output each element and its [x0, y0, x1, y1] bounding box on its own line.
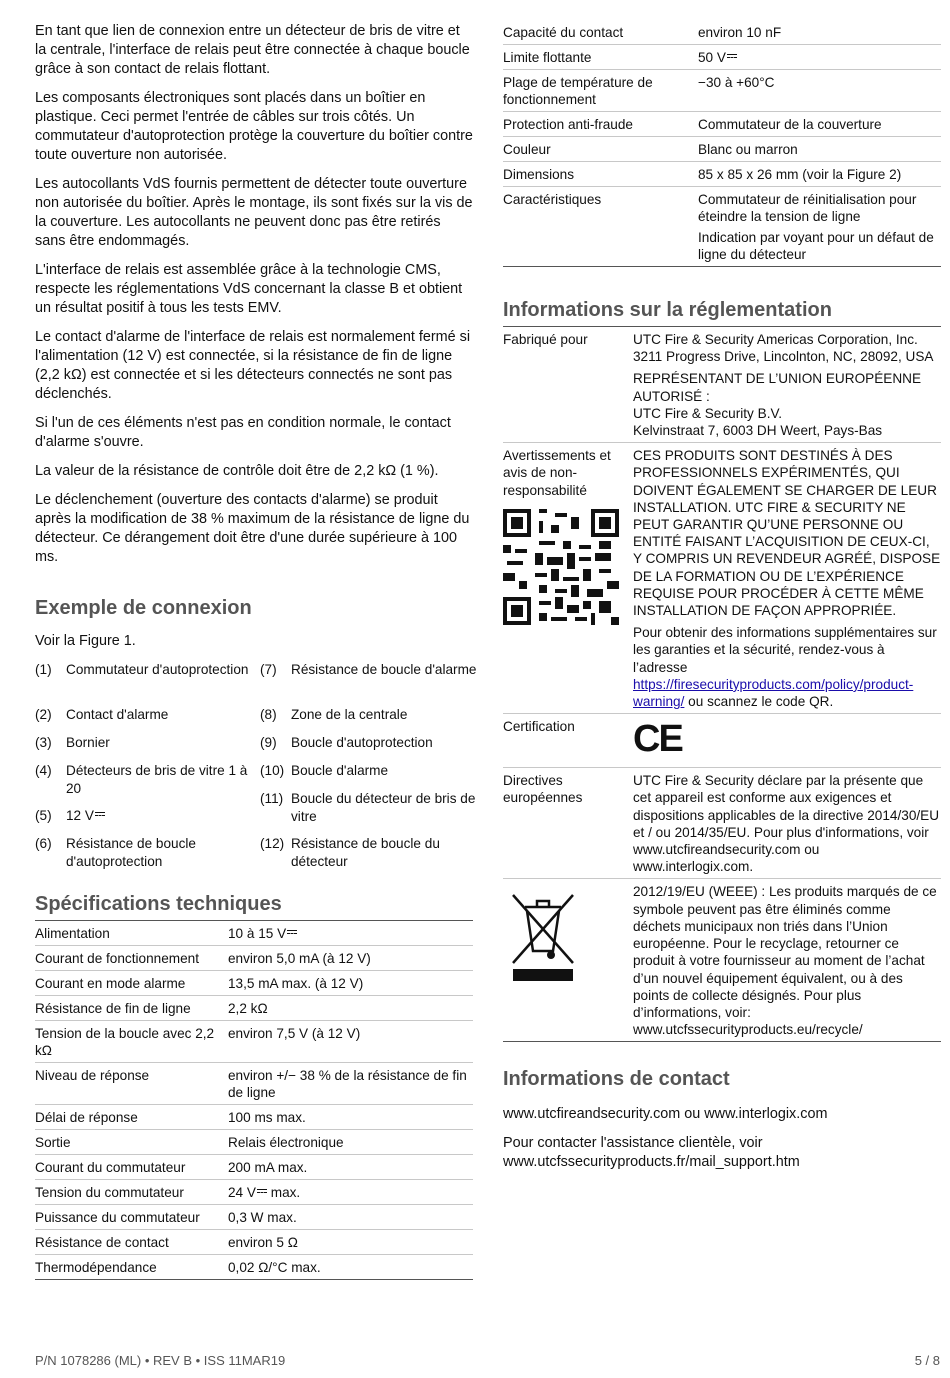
body-paragraph: Les autocollants VdS fournis permettent de détecter toute ouverture non autorisée du boîtier. Après le montage, ils sont fixés sur la vis de la couverture. Les autocollants ne peuvent donc pas être retirés sans être endommagés.	[35, 176, 473, 249]
table-row: Résistance de contact environ 5 Ω	[35, 1230, 473, 1255]
contact-websites: www.utcfireandsecurity.com ou www.interlogix.com	[503, 1106, 828, 1123]
table-row: Courant du commutateur 200 mA max.	[35, 1155, 473, 1180]
table-row: Tension de la boucle avec 2,2 kΩ environ 7,5 V (à 12 V)	[35, 1021, 473, 1063]
table-row: Résistance de fin de ligne 2,2 kΩ	[35, 996, 473, 1021]
body-paragraph: La valeur de la résistance de contrôle doit être de 2,2 kΩ (1 %).	[35, 463, 439, 479]
table-row: Sortie Relais électronique	[35, 1130, 473, 1155]
table-row: Délai de réponse 100 ms max.	[35, 1105, 473, 1130]
table-row: Couleur Blanc ou marron	[503, 137, 941, 162]
table-row: Puissance du commutateur 0,3 W max.	[35, 1205, 473, 1230]
contact-heading: Informations de contact	[503, 1068, 730, 1091]
left-column	[35, 0, 477, 1280]
regulatory-table	[503, 326, 941, 1042]
table-row: Courant en mode alarme 13,5 mA max. (à 12 V)	[35, 971, 473, 996]
body-paragraph: Les composants électroniques sont placés dans un boîtier en plastique. Ceci permet l'entrée de câbles sur trois côtés. Un commutateur d'autoprotection protège la couverture du boîtier contre toute ouverture non autorisée.	[35, 90, 473, 163]
figure-legend: (1) Commutateur d'autoprotection (2) Contact d'alarme (3) Bornier (4) Détecteurs de bris de vitre 1 à 20 (5) 12 V (6) Résistance de boucle d'autoprotection (7) Résistance de boucle d'alarme (8) Zone de la centrale (9) Boucle d'autoprotection (10) Boucle d'alarme (11) Boucle du détecteur de bris de vitre (12) Résistance de boucle du détecteur	[35, 662, 477, 869]
qr-code-icon	[503, 509, 619, 625]
footer-part-number: P/N 1078286 (ML) • REV B • ISS 11MAR19	[35, 1353, 286, 1368]
example-heading: Exemple de connexion	[35, 597, 252, 619]
table-row: Niveau de réponse environ +/− 38 % de la résistance de fin de ligne	[35, 1063, 473, 1105]
ce-mark: CE	[633, 718, 682, 761]
spec-heading: Spécifications techniques	[35, 893, 282, 915]
dc-voltage-symbol	[257, 1188, 267, 1196]
table-row: Limite flottante 50 V	[503, 45, 941, 70]
dc-voltage-symbol	[727, 53, 737, 61]
product-warning-link[interactable]: https://firesecurityproducts.com/policy/product-warning/	[633, 676, 914, 710]
right-column	[503, 0, 941, 1182]
table-row: Dimensions 85 x 85 x 26 mm (voir la Figure 2)	[503, 162, 941, 187]
spec-table-continued	[503, 20, 941, 267]
table-row: 2012/19/EU (WEEE) : Les produits marqués de ce symbole peuvent pas être éliminés comme déchets municipaux non triés dans l’Union européenne. Pour le recyclage, retourner ce produit à votre fournisseur au moment de l’achat d’un nouvel équipement équivalent, ou à des points de collecte désignés. Pour plus d’informations, voir: www.utcfssecurityproducts.eu/recycle/	[503, 879, 941, 1042]
table-row: Directives européennes UTC Fire & Security déclare par la présente que cet appareil est conforme aux exigences et dispositions applicables de la directive 2014/30/EU et / ou 2014/35/EU. Pour plus d'informations, voir www.utcfireandsecurity.com ou www.interlogix.com.	[503, 768, 941, 879]
weee-crossed-bin-icon	[503, 885, 583, 985]
table-row: Protection anti-fraude Commutateur de la couverture	[503, 112, 941, 137]
table-row: Alimentation 10 à 15 V	[35, 921, 473, 946]
table-row: Certification CE	[503, 714, 941, 768]
example-intro: Voir la Figure 1.	[35, 633, 136, 649]
table-row: Courant de fonctionnement environ 5,0 mA (à 12 V)	[35, 946, 473, 971]
spec-table	[35, 920, 473, 1280]
table-row: Fabriqué pour UTC Fire & Security Americas Corporation, Inc. 3211 Progress Drive, Lincolnton, NC, 28092, USA REPRÉSENTANT DE L’UNION EUROPÉENNE AUTORISÉ : UTC Fire & Security B.V. Kelvinstraat 7, 6003 DH Weert, Pays-Bas	[503, 327, 941, 443]
body-paragraph: L'interface de relais est assemblée grâce à la technologie CMS, respecte les réglementations VdS concernant la classe B et obtient un résultat positif à tous les tests EMV.	[35, 262, 463, 316]
body-paragraph: Le contact d'alarme de l'interface de relais est normalement fermé si l'alimentation (12 V) est connectée, si la résistance de fin de ligne (2,2 kΩ) est connectée et si les détecteurs connectés ne sont pas déclenchés.	[35, 329, 471, 402]
body-paragraph: Le déclenchement (ouverture des contacts d'alarme) se produit après la modification de 38 % maximum de la résistance de ligne du détecteur. Ce dérangement doit être d'une durée supérieure à 100 ms.	[35, 492, 470, 565]
table-row: Avertissements et avis de non-responsabilité CES PRODUITS SONT DESTINÉS À DES PROFESSIONNELS EXPÉRIMENTÉS, QUI DOIVENT ÉGALEMENT SE CHARGER DE LEUR INSTALLATION. UTC FIRE & SECURITY NE PEUT GARANTIR QU’UNE PERSONNE OU ENTITÉ FAISANT L’ACQUISITION DE CEUX-CI, Y COMPRIS UN REVENDEUR AGRÉÉ, DISPOSE DE LA FORMATION OU DE L’EXPÉRIENCE REQUISE POUR PROCÉDER À CETTE MÊME INSTALLATION DE FAÇON APPROPRIÉE. Pour obtenir des informations supplémentaires sur les garanties et la sécurité, rendez-vous à l’adresse https://firesecurityproducts.com/policy/product-warning/ ou scannez le code QR.	[503, 443, 941, 714]
table-row: Plage de température de fonctionnement −30 à +60°C	[503, 70, 941, 112]
table-row: Tension du commutateur 24 V max.	[35, 1180, 473, 1205]
body-paragraph: Si l'un de ces éléments n'est pas en condition normale, le contact d'alarme s'ouvre.	[35, 415, 451, 450]
table-row: Caractéristiques Commutateur de réinitialisation pour éteindre la tension de ligne Indication par voyant pour un défaut de ligne du détecteur	[503, 187, 941, 267]
regulatory-heading: Informations sur la réglementation	[503, 299, 832, 321]
footer-page-number: 5 / 8	[914, 1353, 940, 1368]
table-row: Thermodépendance 0,02 Ω/°C max.	[35, 1255, 473, 1280]
table-row: Capacité du contact environ 10 nF	[503, 20, 941, 45]
contact-support: Pour contacter l'assistance clientèle, voir www.utcfssecurityproducts.fr/mail_support.htm	[503, 1135, 800, 1171]
dc-voltage-symbol	[287, 929, 297, 937]
dc-voltage-symbol	[95, 811, 105, 819]
intro-paragraph: En tant que lien de connexion entre un détecteur de bris de vitre et la centrale, l'interface de relais peut être connectée à chaque boucle grâce à son contact de relais flottant.	[35, 23, 470, 77]
